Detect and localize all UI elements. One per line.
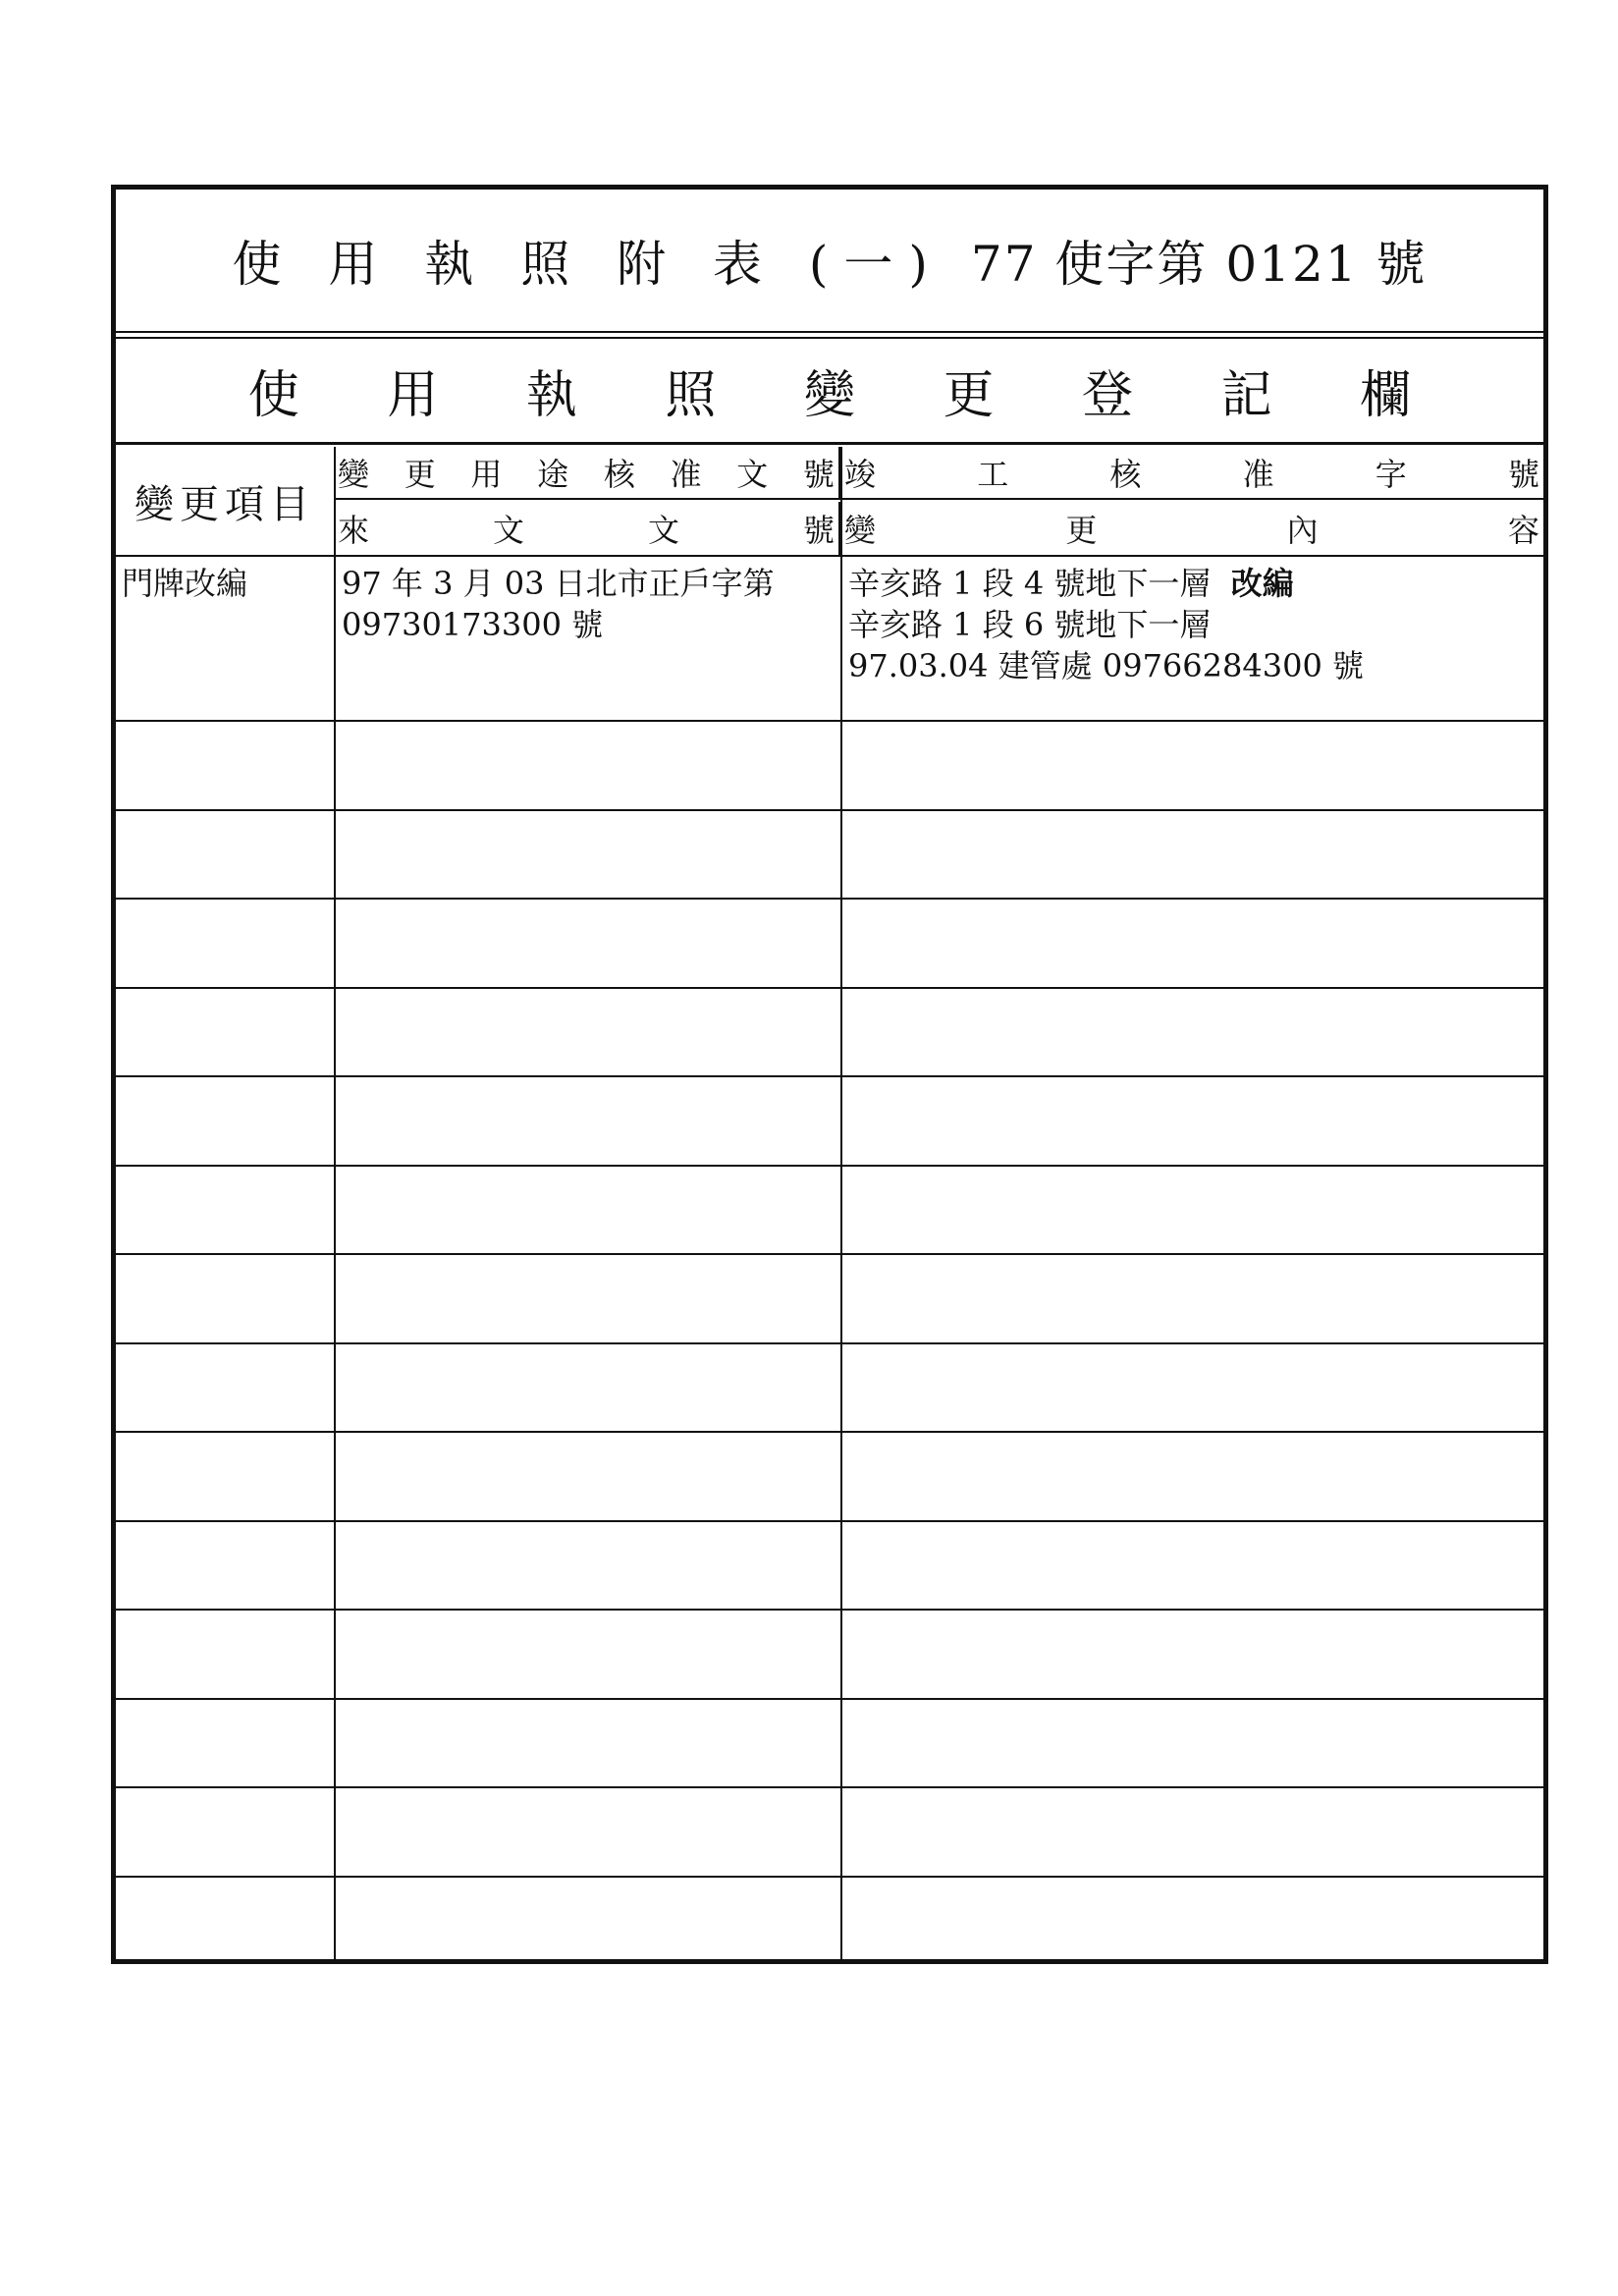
form-title: [116, 190, 1543, 333]
header-char: 更: [1065, 512, 1098, 549]
doc-number-line: 09730173300 號: [342, 606, 604, 643]
content-address-old: 辛亥路 1 段 4 號地下一層: [848, 565, 1212, 602]
subtitle-char: 用: [387, 366, 439, 425]
header-char: 字: [1375, 456, 1407, 493]
doc-number-line: 97 年 3 月 03 日北市正戶字第: [342, 565, 775, 602]
content-tag: 改編: [1230, 565, 1294, 602]
subtitle-char: 更: [943, 366, 995, 425]
subtitle-char: 登: [1082, 366, 1134, 425]
header-char: 文: [647, 512, 679, 549]
header-char: 號: [802, 456, 835, 493]
header-char: 變: [844, 512, 877, 549]
form-title-text: 使 用 執 照 附 表 (一): [232, 236, 944, 293]
table-row: [116, 1876, 1543, 1965]
table-row: [116, 1431, 1543, 1522]
header-char: 容: [1507, 512, 1539, 549]
table-row: [116, 557, 1543, 722]
table-row: [116, 1165, 1543, 1256]
content-line: 辛亥路 1 段 6 號地下一層: [848, 606, 1212, 643]
table-row: [116, 720, 1543, 811]
header-char: 更: [404, 456, 436, 493]
subtitle-char: 變: [803, 366, 855, 425]
subtitle-char: 照: [665, 366, 717, 425]
header-char: 號: [802, 512, 835, 549]
doc-number-cell: [336, 557, 840, 720]
form-subtitle: [116, 337, 1543, 445]
header-completion-approval-number: [840, 447, 1543, 500]
table-body: [116, 557, 1543, 1959]
header-char: 核: [603, 456, 635, 493]
table-row: [116, 1520, 1543, 1612]
content-line: 97.03.04 建管處 09766284300 號: [848, 647, 1364, 684]
table-row: [116, 1698, 1543, 1789]
header-char: 文: [492, 512, 524, 549]
change-item-cell: 門牌改編: [122, 565, 248, 602]
header-char: 文: [736, 456, 769, 493]
subtitle-char: 記: [1220, 366, 1272, 425]
header-char: 核: [1109, 456, 1142, 493]
table-row: [116, 1075, 1543, 1167]
table-row: [116, 1786, 1543, 1878]
table-row: [116, 1609, 1543, 1700]
header-char: 來: [338, 512, 370, 549]
subtitle-char: 欄: [1360, 366, 1412, 425]
header-char: 准: [670, 456, 702, 493]
header-approval-doc-number: [334, 447, 840, 500]
content-line: [848, 563, 1537, 604]
header-char: 內: [1286, 512, 1319, 549]
table-row: [116, 987, 1543, 1078]
table-row: [116, 809, 1543, 901]
table-row: [116, 1342, 1543, 1434]
table-header: [116, 447, 1543, 557]
table-row: [116, 898, 1543, 989]
header-char: 工: [977, 456, 1009, 493]
header-char: 竣: [844, 456, 877, 493]
header-char: 准: [1242, 456, 1274, 493]
header-incoming-doc-number: [334, 502, 840, 555]
header-char: 用: [470, 456, 503, 493]
header-char: 途: [537, 456, 569, 493]
header-change-content: [840, 502, 1543, 555]
header-change-item: 變更項目: [116, 447, 336, 555]
table-row: [116, 1253, 1543, 1344]
permit-number: 77 使字第 0121 號: [970, 236, 1428, 293]
permit-form-frame: [111, 185, 1548, 1964]
change-content-cell: [842, 557, 1543, 720]
header-char: 號: [1507, 456, 1539, 493]
header-char: 變: [338, 456, 370, 493]
subtitle-char: 執: [525, 366, 577, 425]
subtitle-char: 使: [247, 366, 299, 425]
